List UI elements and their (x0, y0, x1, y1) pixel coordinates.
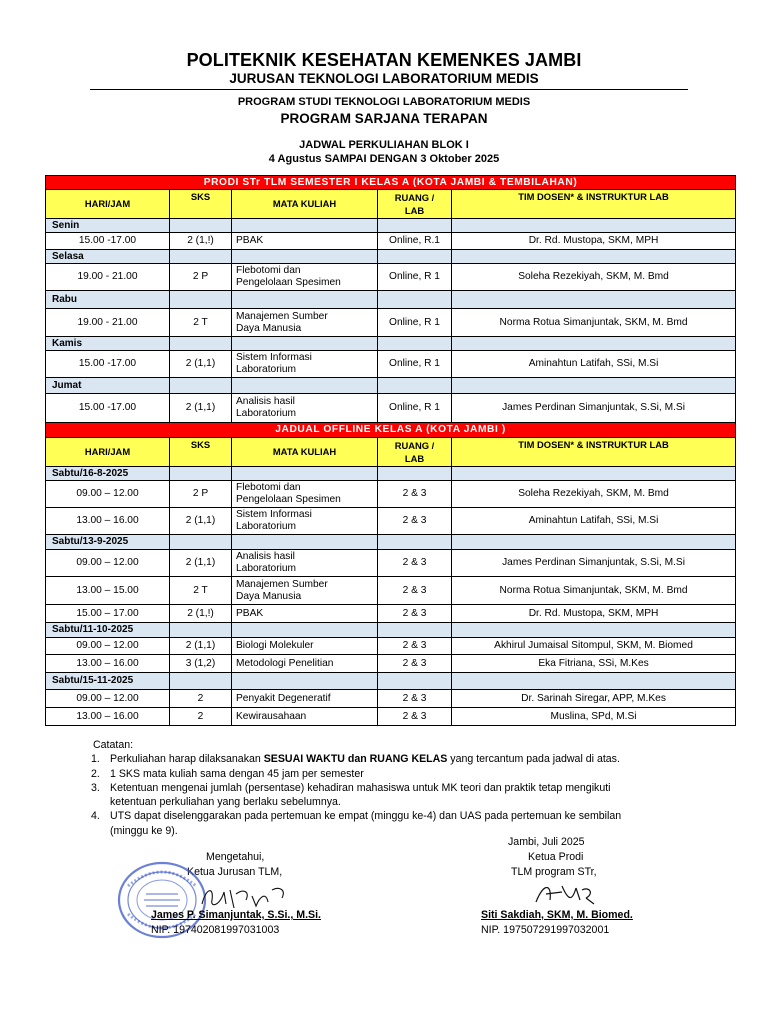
room-cell: 2 & 3 (378, 655, 452, 673)
left-signer-name: James P. Simanjuntak, S.Si., M.Si. (151, 909, 321, 921)
date-label: Sabtu/16-8-2025 (46, 467, 170, 481)
department-title: JURUSAN TEKNOLOGI LABORATORIUM MEDIS (229, 71, 539, 86)
place-date: Jambi, Juli 2025 (508, 836, 585, 848)
left-sign-title: Ketua Jurusan TLM, (187, 866, 283, 878)
sks-cell: 2 (1,1) (170, 394, 232, 423)
room-cell: 2 & 3 (378, 708, 452, 726)
room-cell: 2 & 3 (378, 577, 452, 605)
column-header-row (46, 438, 736, 467)
note-text: UTS dapat diselenggarakan pada pertemuan ke empat (minggu ke-4) dan UAS pada pertemuan ke sembilan (110, 810, 622, 823)
course-cell: Flebotomi dan Pengelolaan Spesimen (232, 264, 378, 291)
day-row (46, 467, 736, 481)
sks-cell: 2 T (170, 577, 232, 605)
room-cell: 2 & 3 (378, 508, 452, 535)
day-label: Jumat (46, 378, 170, 394)
course-cell: Metodologi Penelitian (232, 655, 378, 673)
room-cell: 2 & 3 (378, 638, 452, 655)
table-row (46, 577, 736, 605)
table-row (46, 233, 736, 250)
note-text: ketentuan perkuliahan yang berlaku sebelumnya. (110, 796, 341, 809)
col-dosen: TIM DOSEN* & INSTRUKTUR LAB (452, 438, 736, 467)
time-cell: 13.00 – 16.00 (46, 655, 170, 673)
room-cell: Online, R.1 (378, 233, 452, 250)
course-cell: Flebotomi dan Pengelolaan Spesimen (232, 481, 378, 508)
col-mata-kuliah: MATA KULIAH (232, 190, 378, 219)
day-row (46, 219, 736, 233)
room-cell: 2 & 3 (378, 550, 452, 577)
date-label: Sabtu/11-10-2025 (46, 623, 170, 638)
sks-cell: 2 (1,1) (170, 508, 232, 535)
day-row (46, 378, 736, 394)
time-cell: 09.00 – 12.00 (46, 638, 170, 655)
left-sign-label: Mengetahui, (206, 851, 265, 863)
course-cell: Manajemen Sumber Daya Manusia (232, 577, 378, 605)
col-sks: SKS (170, 190, 232, 219)
column-header-row (46, 190, 736, 219)
course-cell: PBAK (232, 233, 378, 250)
offline-banner-row (46, 423, 736, 438)
lecturer-cell: Dr. Rd. Mustopa, SKM, MPH (452, 233, 736, 250)
lecturer-cell: Norma Rotua Simanjuntak, SKM, M. Bmd (452, 577, 736, 605)
course-cell: Sistem Informasi Laboratorium (232, 508, 378, 535)
note-item (93, 752, 693, 766)
day-label: Rabu (46, 291, 170, 309)
room-cell: Online, R 1 (378, 351, 452, 378)
col-ruang: RUANG / LAB (378, 190, 452, 219)
note-number: 2. (91, 767, 100, 780)
time-cell: 13.00 – 16.00 (46, 508, 170, 535)
sks-cell: 2 (1,1) (170, 550, 232, 577)
date-label: Sabtu/15-11-2025 (46, 673, 170, 690)
note-text: 1 SKS mata kuliah sama dengan 45 jam per semester (110, 767, 364, 780)
time-cell: 13.00 – 16.00 (46, 708, 170, 726)
schedule-period: 4 Agustus SAMPAI DENGAN 3 Oktober 2025 (268, 153, 500, 165)
room-cell: Online, R 1 (378, 309, 452, 337)
notes-section (93, 738, 693, 838)
sks-cell: 2 P (170, 264, 232, 291)
time-cell: 19.00 - 21.00 (46, 309, 170, 337)
note-number: 1. (91, 753, 100, 766)
day-label: Selasa (46, 250, 170, 264)
lecturer-cell: Eka Fitriana, SSi, M.Kes (452, 655, 736, 673)
sks-cell: 2 T (170, 309, 232, 337)
table-row (46, 309, 736, 337)
left-signature-icon (196, 882, 292, 912)
table-row (46, 351, 736, 378)
course-cell: Kewirausahaan (232, 708, 378, 726)
date-label: Sabtu/13-9-2025 (46, 535, 170, 550)
note-text: yang tercantum pada jadwal di atas. (447, 753, 620, 766)
room-cell: 2 & 3 (378, 481, 452, 508)
lecturer-cell: Soleha Rezekiyah, SKM, M. Bmd (452, 481, 736, 508)
note-item (93, 809, 693, 838)
sks-cell: 2 (1,!) (170, 233, 232, 250)
room-cell: 2 & 3 (378, 605, 452, 623)
lecturer-cell: Aminahtun Latifah, SSi, M.Si (452, 508, 736, 535)
lecturer-cell: Norma Rotua Simanjuntak, SKM, M. Bmd (452, 309, 736, 337)
sks-cell: 2 (170, 690, 232, 708)
right-signer-nip: NIP. 197507291997032001 (481, 924, 610, 936)
time-cell: 15.00 -17.00 (46, 233, 170, 250)
day-row (46, 623, 736, 638)
time-cell: 15.00 -17.00 (46, 394, 170, 423)
course-cell: Penyakit Degeneratif (232, 690, 378, 708)
day-row (46, 250, 736, 264)
time-cell: 09.00 – 12.00 (46, 481, 170, 508)
right-signature-icon (532, 880, 598, 908)
day-row (46, 535, 736, 550)
course-cell: Biologi Molekuler (232, 638, 378, 655)
day-row (46, 673, 736, 690)
col-ruang: RUANG / LAB (378, 438, 452, 467)
note-text: (minggu ke 9). (110, 824, 178, 837)
lecturer-cell: Akhirul Jumaisal Sitompul, SKM, M. Biomed (452, 638, 736, 655)
note-item (93, 767, 693, 781)
schedule-title: JADWAL PERKULIAHAN BLOK I (299, 139, 469, 151)
col-dosen: TIM DOSEN* & INSTRUKTUR LAB (452, 190, 736, 219)
day-label: Kamis (46, 337, 170, 351)
day-row (46, 337, 736, 351)
note-emphasis: SESUAI WAKTU dan RUANG KELAS (263, 753, 448, 766)
table-row (46, 708, 736, 726)
sks-cell: 2 (1,!) (170, 605, 232, 623)
right-sign-title: Ketua Prodi (528, 851, 584, 863)
note-number: 3. (91, 781, 100, 794)
table-row (46, 638, 736, 655)
header-divider (90, 89, 688, 90)
room-cell: Online, R 1 (378, 264, 452, 291)
sks-cell: 3 (1,2) (170, 655, 232, 673)
time-cell: 15.00 -17.00 (46, 351, 170, 378)
col-sks: SKS (170, 438, 232, 467)
degree-title: PROGRAM SARJANA TERAPAN (280, 111, 488, 126)
lecturer-cell: James Perdinan Simanjuntak, S.Si, M.Si (452, 550, 736, 577)
lecturer-cell: James Perdinan Simanjuntak, S.Si, M.Si (452, 394, 736, 423)
notes-title: Catatan: (93, 739, 134, 751)
left-signer-nip: NIP. 197402081997031003 (151, 924, 280, 936)
course-cell: Analisis hasil Laboratorium (232, 394, 378, 423)
program-title: PROGRAM STUDI TEKNOLOGI LABORATORIUM MEDIS (237, 96, 531, 108)
table-row (46, 264, 736, 291)
col-mata-kuliah: MATA KULIAH (232, 438, 378, 467)
lecturer-cell: Dr. Rd. Mustopa, SKM, MPH (452, 605, 736, 623)
offline-banner: JADUAL OFFLINE KELAS A (KOTA JAMBI ) (46, 423, 736, 438)
col-hari: HARI/JAM (46, 438, 170, 467)
note-text: Perkuliahan harap dilaksanakan (110, 753, 264, 766)
lecturer-cell: Soleha Rezekiyah, SKM, M. Bmd (452, 264, 736, 291)
table-row (46, 690, 736, 708)
table-row (46, 481, 736, 508)
note-number: 4. (91, 810, 100, 823)
institution-title: POLITEKNIK KESEHATAN KEMENKES JAMBI (186, 50, 582, 70)
col-hari: HARI/JAM (46, 190, 170, 219)
sks-cell: 2 (1,1) (170, 638, 232, 655)
table-row (46, 655, 736, 673)
day-row (46, 291, 736, 309)
note-item (93, 781, 693, 810)
table-row (46, 605, 736, 623)
lecturer-cell: Aminahtun Latifah, SSi, M.Si (452, 351, 736, 378)
sks-cell: 2 (170, 708, 232, 726)
lecturer-cell: Dr. Sarinah Siregar, APP, M.Kes (452, 690, 736, 708)
table-row (46, 550, 736, 577)
course-cell: PBAK (232, 605, 378, 623)
room-cell: Online, R 1 (378, 394, 452, 423)
note-text: Ketentuan mengenai jumlah (persentase) kehadiran mahasiswa untuk MK teori dan praktik tetap mengikuti (110, 781, 611, 794)
time-cell: 13.00 – 15.00 (46, 577, 170, 605)
sks-cell: 2 P (170, 481, 232, 508)
lecturer-cell: Muslina, SPd, M.Si (452, 708, 736, 726)
right-sign-program: TLM program STr, (511, 866, 597, 878)
time-cell: 19.00 - 21.00 (46, 264, 170, 291)
room-cell: 2 & 3 (378, 690, 452, 708)
time-cell: 09.00 – 12.00 (46, 550, 170, 577)
day-label: Senin (46, 219, 170, 233)
time-cell: 09.00 – 12.00 (46, 690, 170, 708)
table-row (46, 394, 736, 423)
online-banner: PRODI STr TLM SEMESTER I KELAS A (KOTA JAMBI & TEMBILAHAN) (46, 176, 736, 190)
course-cell: Sistem Informasi Laboratorium (232, 351, 378, 378)
sks-cell: 2 (1,1) (170, 351, 232, 378)
online-banner-row (46, 176, 736, 190)
table-row (46, 508, 736, 535)
course-cell: Analisis hasil Laboratorium (232, 550, 378, 577)
time-cell: 15.00 – 17.00 (46, 605, 170, 623)
schedule-table (45, 175, 736, 726)
right-signer-name: Siti Sakdiah, SKM, M. Biomed. (481, 909, 633, 921)
course-cell: Manajemen Sumber Daya Manusia (232, 309, 378, 337)
